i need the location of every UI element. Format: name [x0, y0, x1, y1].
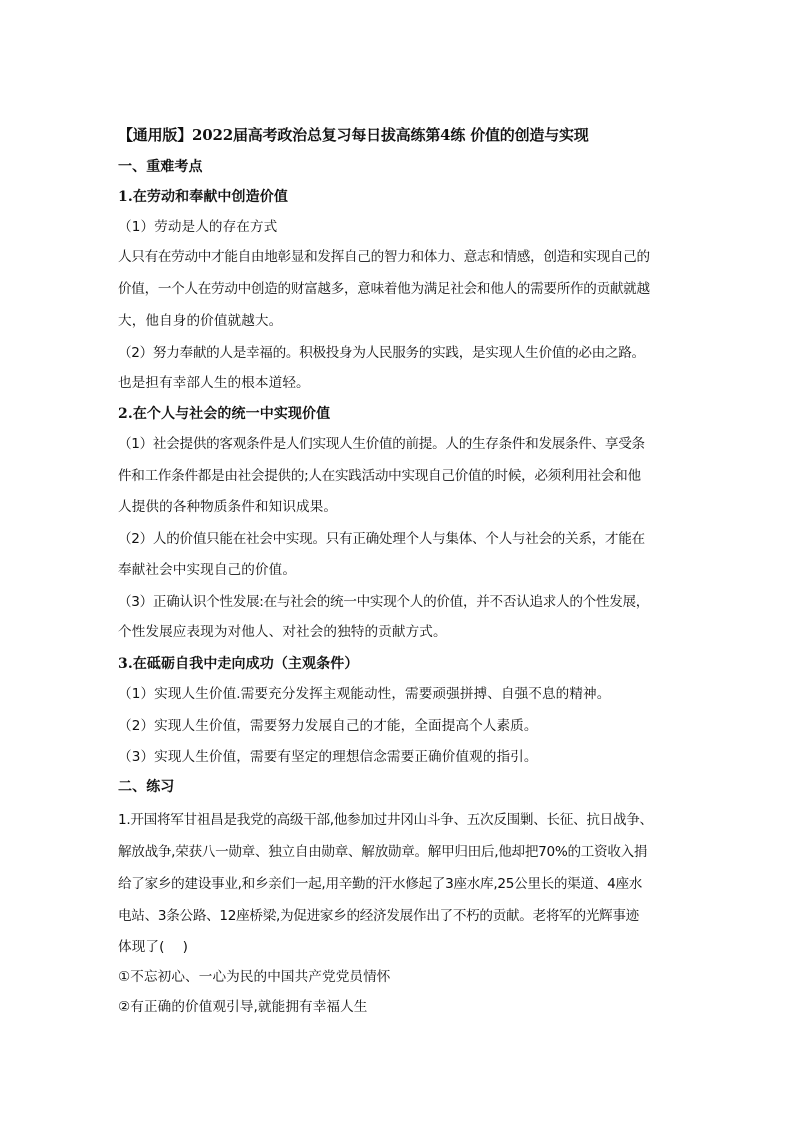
subsection-heading: 1.在劳动和奉献中创造价值 — [118, 189, 288, 205]
paragraph-line: （2）实现人生价值，需要努力发展自己的才能，全面提高个人素质。 — [118, 718, 538, 734]
question-line: 解放战争,荣获八一勋章、独立自由勋章、解放勋章。解甲归田后,他却把70%的工资收入捐 — [118, 844, 648, 860]
paragraph-line: 人提供的各种物质条件和知识成果。 — [118, 499, 338, 515]
section-heading: 一、重难考点 — [118, 159, 203, 175]
paragraph-line: 奉献社会中实现自己的价值。 — [118, 562, 297, 578]
question-line: 给了家乡的建设事业,和乡亲们一起,用辛勤的汗水修起了3座水库,25公里长的渠道、4座水 — [118, 876, 643, 892]
question-line: 电站、3条公路、12座桥梁,为促进家乡的经济发展作出了不朽的贡献。老将军的光辉事迹 — [118, 908, 639, 924]
option-line: ②有正确的价值观引导,就能拥有幸福人生 — [118, 999, 368, 1015]
paragraph-line: 件和工作条件都是由社会提供的;人在实践活动中实现自己价值的时候，必须利用社会和他 — [118, 468, 641, 484]
subsection-heading: 3.在砥砺自我中走向成功（主观条件） — [118, 656, 359, 672]
paragraph-line: 人只有在劳动中才能自由地彰显和发挥自己的智力和体力、意志和情感，创造和实现自己的 — [118, 249, 650, 265]
paragraph-line: （1）劳动是人的存在方式 — [118, 219, 278, 235]
paragraph-line: （1）实现人生价值.需要充分发挥主观能动性，需要顽强拼搏、自强不息的精神。 — [118, 686, 611, 702]
paragraph-line: （2）努力奉献的人是幸福的。积极投身为人民服务的实践，是实现人生价值的必由之路。 — [118, 345, 645, 361]
paragraph-line: （3）实现人生价值，需要有坚定的理想信念需要正确价值观的指引。 — [118, 749, 538, 765]
paragraph-line: 价值，一个人在劳动中创造的财富越多，意味着他为满足社会和他人的需要所作的贡献就越 — [118, 281, 650, 297]
paragraph-line: 个性发展应表现为对他人、对社会的独特的贡献方式。 — [118, 624, 447, 640]
option-line: ①不忘初心、一心为民的中国共产党党员情怀 — [118, 969, 391, 985]
paragraph-line: （3）正确认识个性发展:在与社会的统一中实现个人的价值，并不否认追求人的个性发展， — [118, 594, 650, 610]
section-heading: 二、练习 — [118, 779, 175, 795]
paragraph-line: （1）社会提供的客观条件是人们实现人生价值的前提。人的生存条件和发展条件、享受条 — [118, 436, 645, 452]
document-title: 【通用版】2022届高考政治总复习每日拔高练第4练 价值的创造与实现 — [118, 126, 589, 144]
paragraph-line: 也是担有幸部人生的根本道轻。 — [118, 375, 310, 391]
subsection-heading: 2.在个人与社会的统一中实现价值 — [118, 406, 331, 422]
question-line: 体现了( ) — [118, 939, 189, 955]
paragraph-line: 大，他自身的价值就越大。 — [118, 313, 283, 329]
paragraph-line: （2）人的价值只能在社会中实现。只有正确处理个人与集体、个人与社会的关系，才能在 — [118, 531, 645, 547]
question-line: 1.开国将军甘祖昌是我党的高级干部,他参加过井冈山斗争、五次反围剿、长征、抗日战争、 — [118, 812, 653, 828]
